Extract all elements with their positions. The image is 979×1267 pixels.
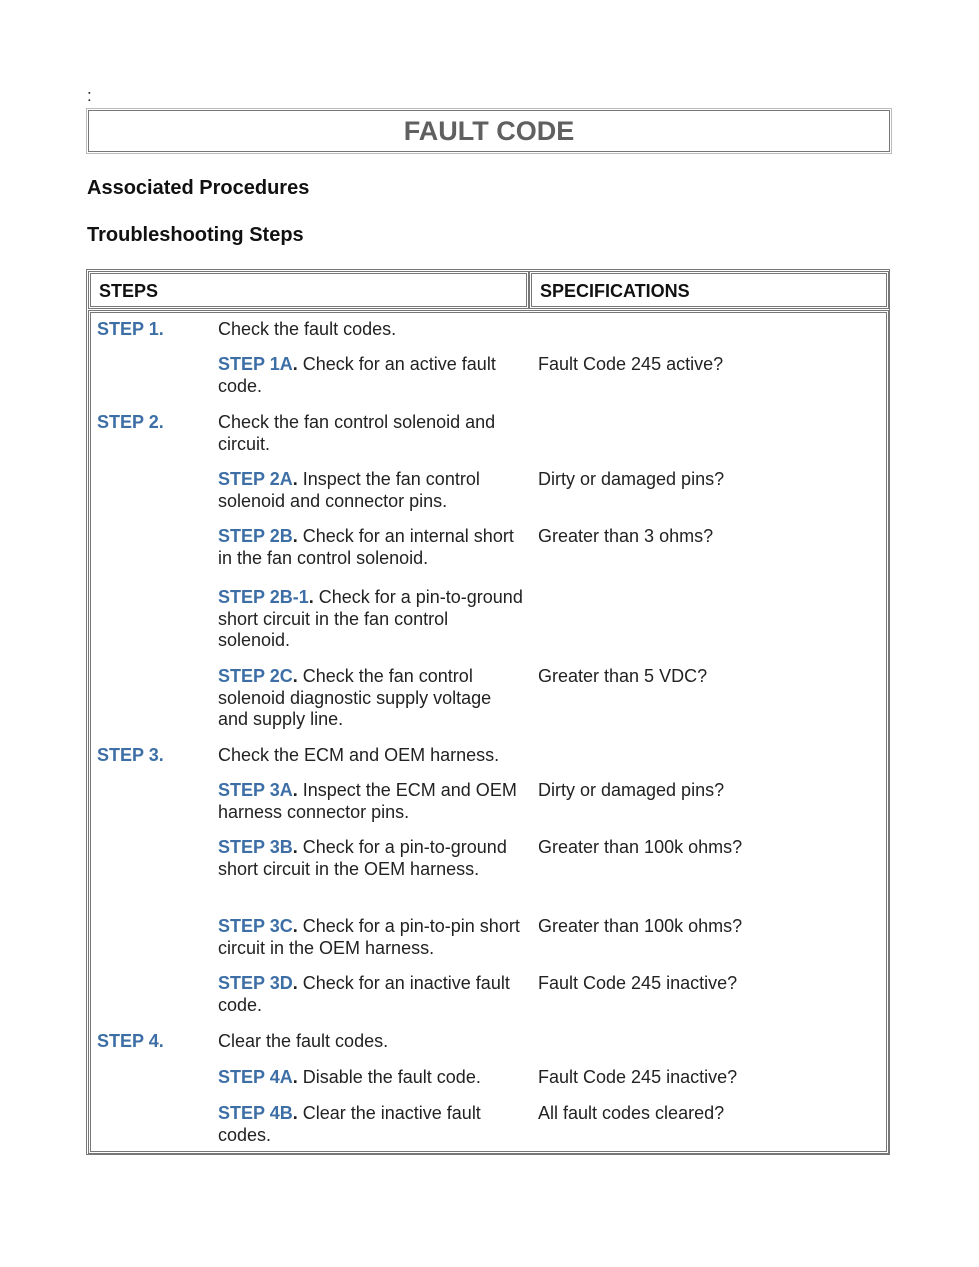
substep-period: . [292, 973, 298, 993]
step-text: Clear the inactive fault codes. [218, 1103, 481, 1145]
step-number-link[interactable]: STEP 3. [97, 745, 164, 765]
specifications-column-header: SPECIFICATIONS [531, 273, 887, 307]
step-number-link[interactable]: STEP 2. [97, 412, 164, 432]
substep-period: . [308, 587, 314, 607]
step-text: Disable the fault code. [297, 1067, 481, 1087]
substep-period: . [292, 837, 298, 857]
substep-link[interactable]: STEP 4B [218, 1103, 293, 1123]
step-description [218, 1067, 523, 1089]
specification-text: All fault codes cleared? [538, 1103, 725, 1123]
substep-link[interactable]: STEP 2C [218, 666, 293, 686]
associated-procedures-heading: Associated Procedures [87, 177, 310, 199]
step-description [218, 526, 523, 569]
substep-link[interactable]: STEP 1A [218, 354, 293, 374]
specification-text: Fault Code 245 inactive? [538, 973, 738, 993]
step-text: Inspect the ECM and OEM harness connector pins. [218, 780, 517, 822]
step-description [218, 745, 523, 767]
substep-link[interactable]: STEP 3D [218, 973, 293, 993]
step-description [218, 1103, 523, 1146]
step-description [218, 837, 523, 880]
substep-link[interactable]: STEP 2B [218, 526, 293, 546]
step-text: Check for an active fault code. [218, 354, 496, 396]
step-description [218, 780, 523, 823]
step-text: Check for a pin-to-ground short circuit in the fan control solenoid. [218, 587, 523, 650]
step-text: Check the ECM and OEM harness. [218, 745, 500, 765]
step-description [218, 412, 523, 455]
step-description [218, 916, 523, 959]
step-text: Check for a pin-to-ground short circuit in the OEM harness. [218, 837, 507, 879]
specification-text: Fault Code 245 active? [538, 354, 724, 374]
step-number-link[interactable]: STEP 4. [97, 1031, 164, 1051]
substep-period: . [292, 780, 298, 800]
step-description [218, 666, 523, 731]
substep-period: . [292, 526, 298, 546]
specification-text: Fault Code 245 inactive? [538, 1067, 738, 1087]
substep-link[interactable]: STEP 2B-1 [218, 587, 309, 607]
page-title: FAULT CODE [88, 110, 890, 152]
step-description [218, 469, 523, 512]
substep-period: . [292, 1067, 298, 1087]
specification-text: Greater than 3 ohms? [538, 526, 714, 546]
step-text: Check the fault codes. [218, 319, 397, 339]
step-description [218, 973, 523, 1016]
substep-period: . [292, 916, 298, 936]
specification-text: Greater than 5 VDC? [538, 666, 708, 686]
step-description [218, 354, 523, 397]
step-text: Check for an internal short in the fan control solenoid. [218, 526, 514, 568]
step-number-link[interactable]: STEP 1. [97, 319, 164, 339]
substep-link[interactable]: STEP 3B [218, 837, 293, 857]
step-text: Check for an inactive fault code. [218, 973, 510, 1015]
step-text: Check for a pin-to-pin short circuit in the OEM harness. [218, 916, 520, 958]
specification-text: Greater than 100k ohms? [538, 916, 743, 936]
troubleshooting-steps-heading: Troubleshooting Steps [87, 224, 304, 246]
step-description [218, 1031, 523, 1053]
substep-period: . [292, 469, 298, 489]
step-text: Clear the fault codes. [218, 1031, 389, 1051]
step-text: Check the fan control solenoid and circuit. [218, 412, 496, 454]
specification-text: Greater than 100k ohms? [538, 837, 743, 857]
steps-column-header: STEPS [90, 273, 527, 307]
step-text: Check the fan control solenoid diagnostic supply voltage and supply line. [218, 666, 492, 729]
substep-link[interactable]: STEP 2A [218, 469, 293, 489]
substep-link[interactable]: STEP 3A [218, 780, 293, 800]
colon-marker: : [87, 86, 92, 105]
specification-text: Dirty or damaged pins? [538, 469, 725, 489]
substep-link[interactable]: STEP 4A [218, 1067, 293, 1087]
substep-period: . [292, 354, 298, 374]
substep-link[interactable]: STEP 3C [218, 916, 293, 936]
substep-period: . [292, 1103, 298, 1123]
substep-period: . [292, 666, 298, 686]
step-text: Inspect the fan control solenoid and connector pins. [218, 469, 480, 511]
step-description [218, 319, 523, 341]
step-description [218, 587, 523, 652]
specification-text: Dirty or damaged pins? [538, 780, 725, 800]
